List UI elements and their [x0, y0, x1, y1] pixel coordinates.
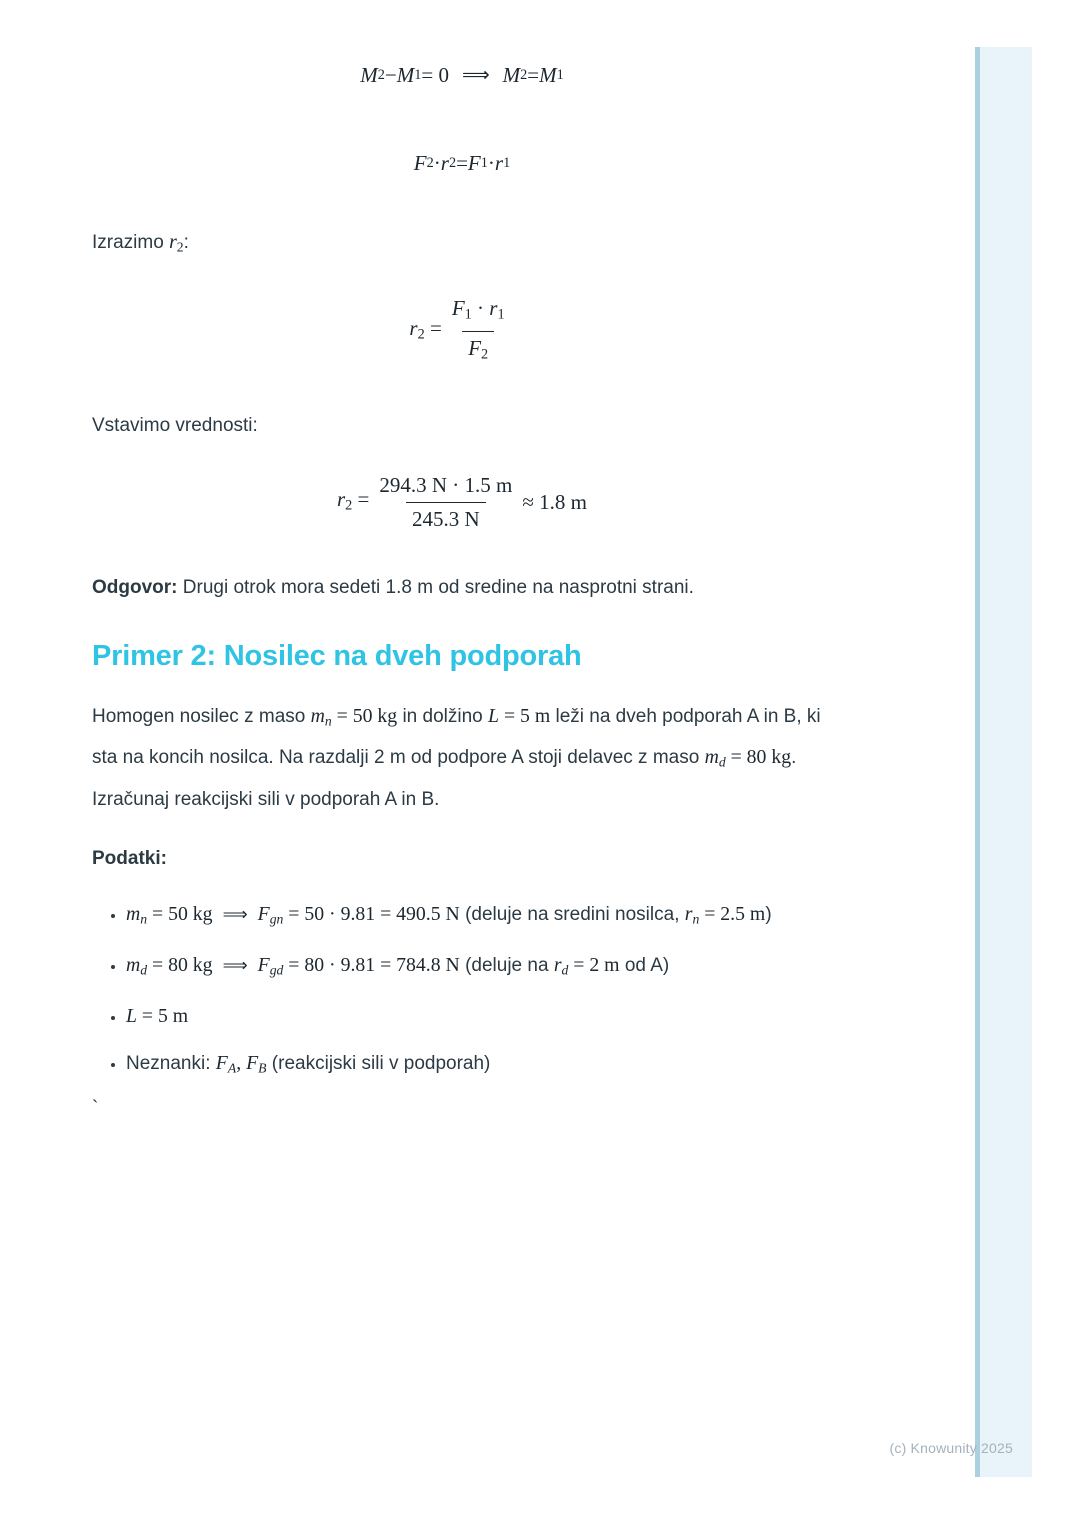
data-bullet-list	[92, 896, 832, 1087]
label-izrazimo-r2: Izrazimo r2:	[92, 231, 189, 255]
list-item-mass-beam: • mn = 50 kg ⟹ Fgn = 50 · 9.81 = 490.5 N (deluje na sredini nosilca, rn = 2.5 m)	[126, 896, 832, 937]
fraction	[446, 295, 511, 367]
list-item-mass-worker: • md = 80 kg ⟹ Fgd = 80 · 9.81 = 784.8 N (deluje na rd = 2 m od A)	[126, 947, 832, 988]
fraction-numerator: F1 · r1	[451, 296, 505, 323]
copyright-footer: (c) Knowunity 2025	[889, 1440, 1013, 1456]
equation-lhs: r2 =	[409, 315, 442, 343]
equation-result: ≈ 1.8 m	[522, 490, 588, 515]
section-heading-primer2: Primer 2: Nosilec na dveh podporah	[92, 640, 582, 673]
label-vstavimo-vrednosti: Vstavimo vrednosti:	[92, 415, 258, 437]
document-content	[92, 0, 832, 1138]
equation-moment-balance: M 2 − M 1 = 0 ⟹ M 2 = M 1	[360, 63, 564, 87]
list-item-length: • L = 5 m	[126, 998, 832, 1035]
fraction	[373, 472, 518, 533]
equation-torque-equality: F 2 · r 2 = F 1 · r 1	[413, 151, 511, 175]
stray-backtick: `	[92, 1097, 99, 1119]
list-item-unknowns: • Neznanki: FA, FB (reakcijski sili v podporah)	[126, 1045, 832, 1086]
page-edge-panel	[975, 47, 1032, 1477]
problem-statement: Homogen nosilec z maso mn = 50 kg in dolžino L = 5 m leži na dveh podporah A in B, ki sta na koncih nosilca. Na razdalji 2 m od podpore A stoji delavec z maso md = 80 kg. Izračunaj reakcijski sili v podporah A in B.	[92, 705, 821, 810]
fraction-denominator: 245.3 N	[406, 502, 486, 533]
podatki-label: Podatki:	[92, 847, 167, 869]
answer-line: Odgovor: Drugi otrok mora sedeti 1.8 m od sredine na nasprotni strani.	[92, 577, 694, 599]
equation-r2-formula	[92, 295, 832, 367]
fraction-denominator: F2	[462, 331, 494, 367]
fraction-numerator: 294.3 N · 1.5 m	[379, 473, 513, 498]
equation-lhs: r2 =	[336, 487, 370, 514]
equation-r2-values	[92, 472, 832, 533]
